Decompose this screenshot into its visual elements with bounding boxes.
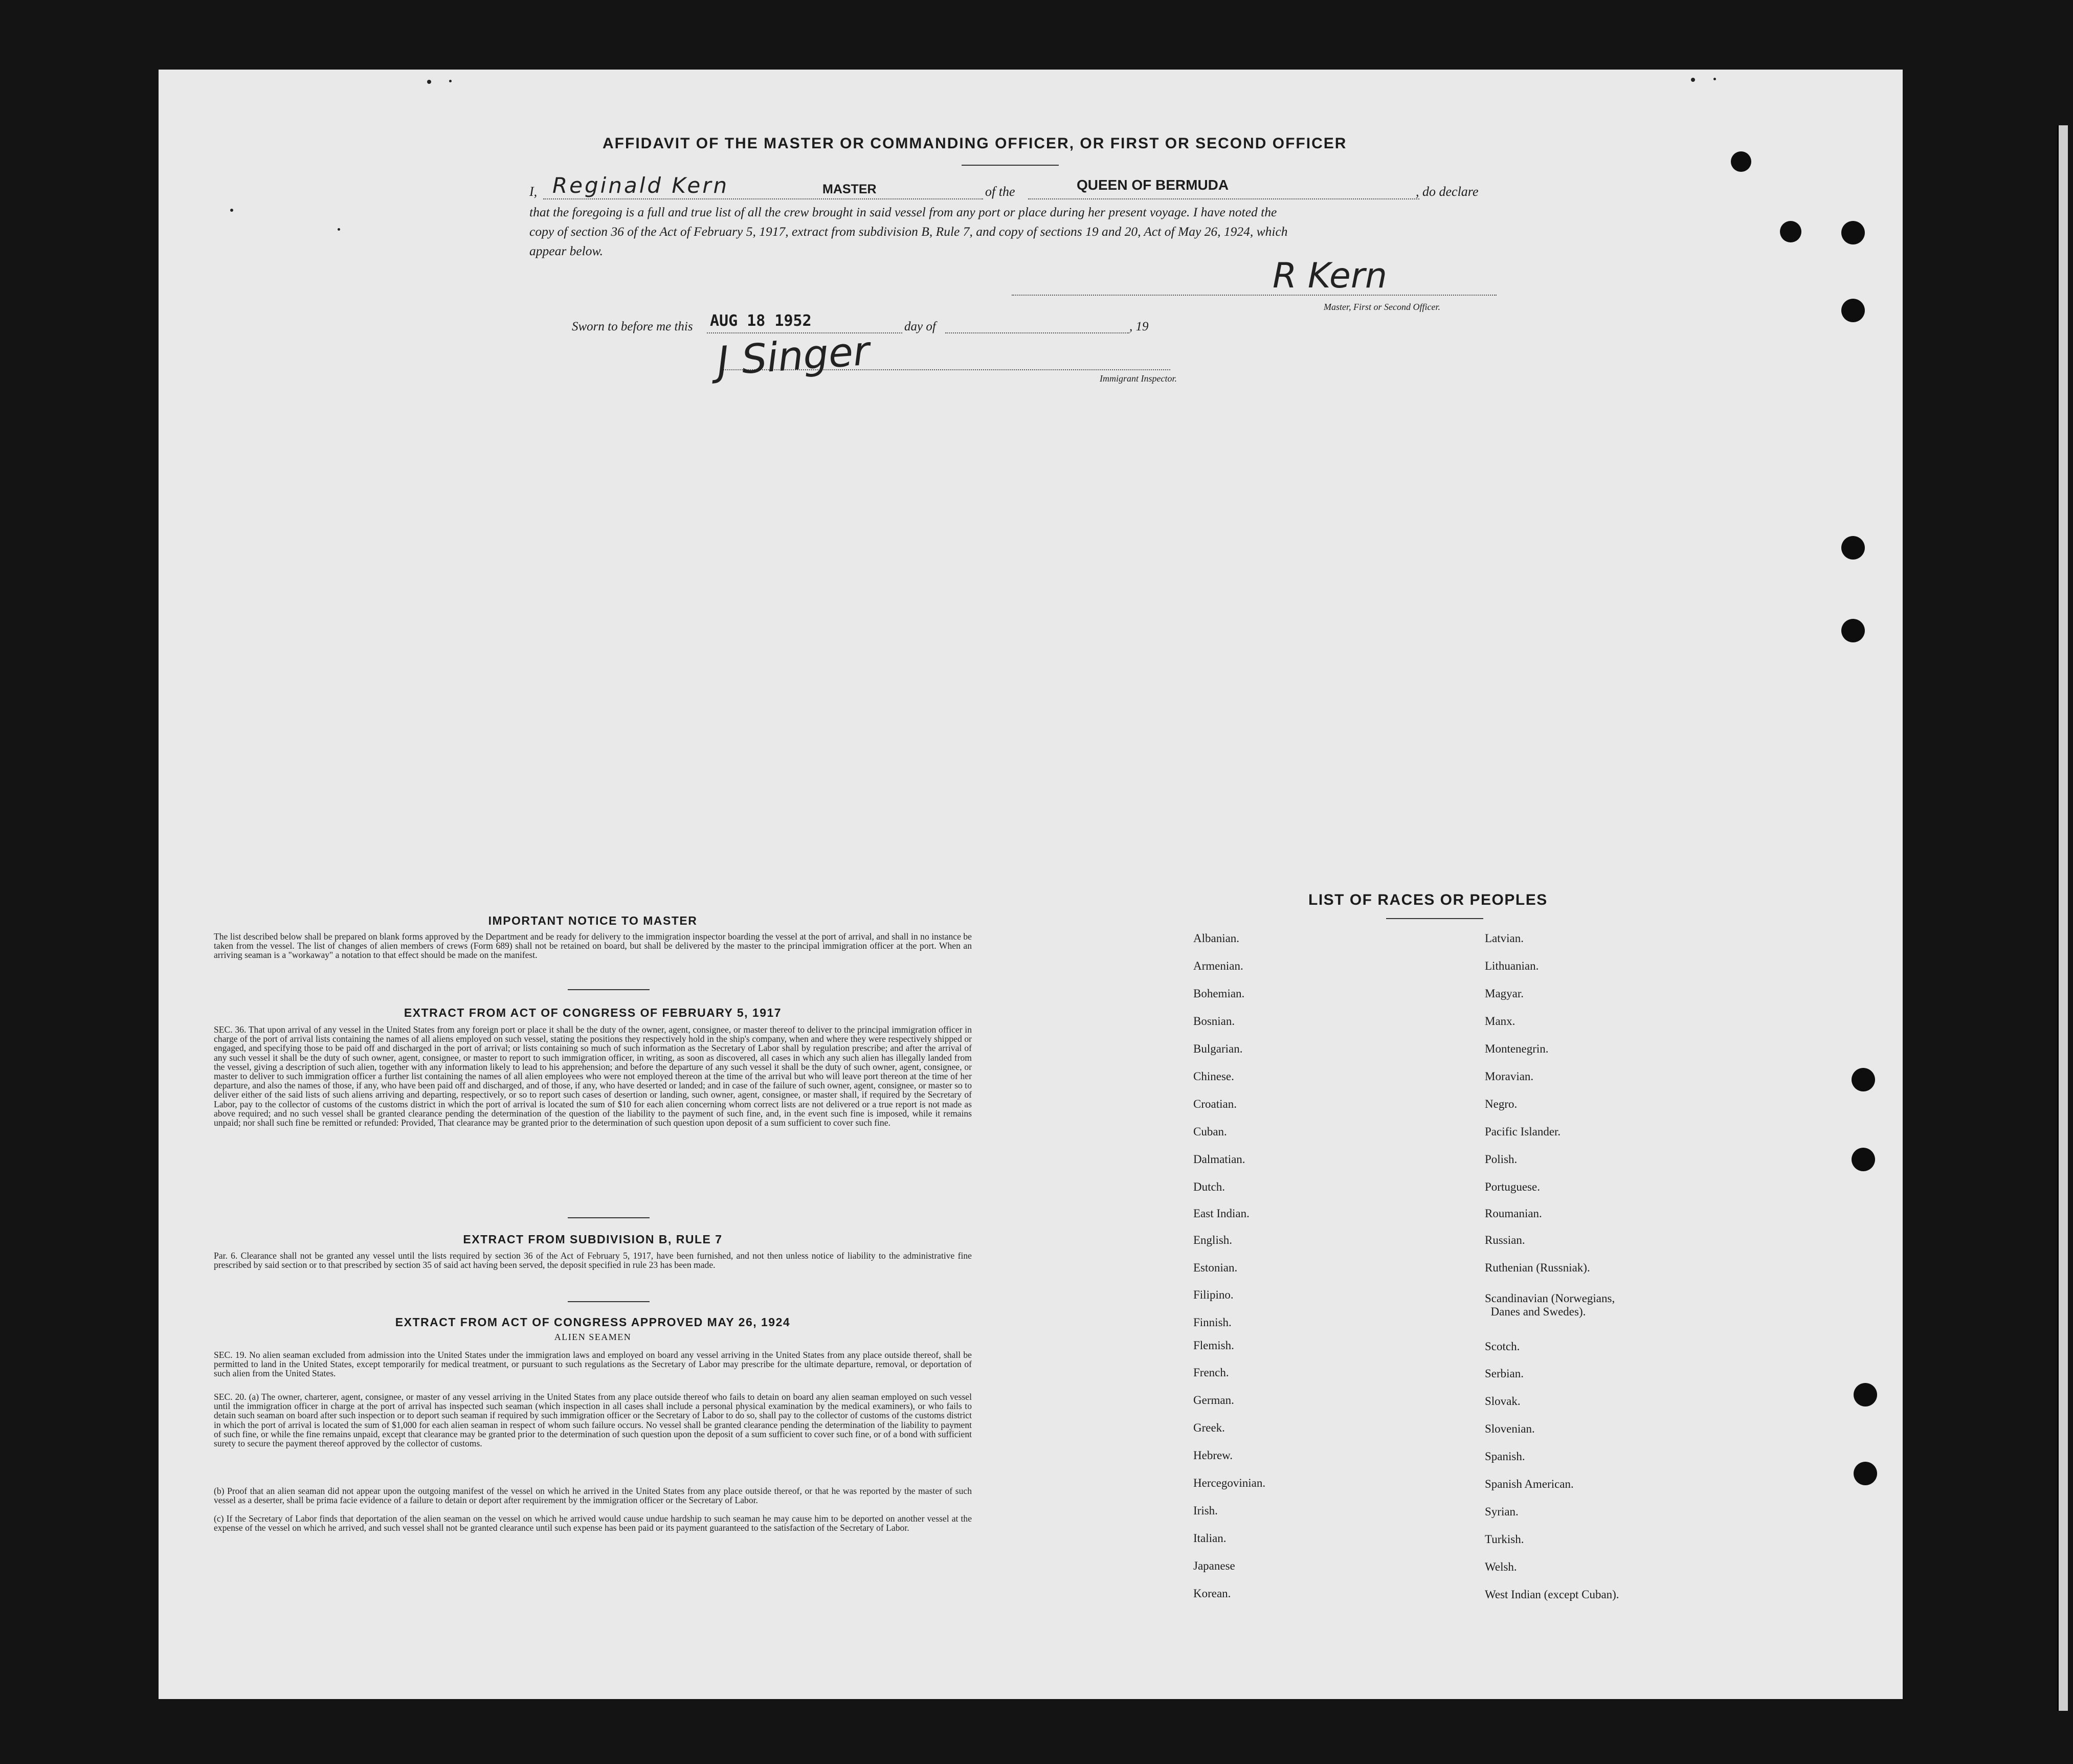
race-left: Dutch. [1193,1180,1225,1193]
affidavit-body-line-2: copy of section 36 of the Act of February 5, 1917, extract from subdivision B, Rule 7, and copy of sections 19 and 20, Act of May 26, 1924, which [529,224,1288,239]
race-right: Pacific Islander. [1485,1125,1561,1138]
act-1924-sec20a: SEC. 20. (a) The owner, charterer, agent, consignee, or master of any vessel arriving in the United States from any place outside thereof who fails to detain on board any alien seaman employed on such vessel until the immigration officer in charge at the port of arrival has inspected such seaman (which inspection in all cases shall include a personal physical examination by the medical examiners), or who fails to detain such seaman on board after such inspection or to deport such seaman if required by such immigration officer or the Secretary of Labor to do so, shall pay to the collector of customs of the customs district in which the port of arrival is located the sum of $1,000 for each alien seaman in respect of whom such failure occurs. No vessel shall be granted clearance pending the determination of the liability to payment of such fine, or while the fine remains unpaid, except that clearance may be granted prior to the determination of such question upon the deposit of a sum sufficient to cover such fine, or of a bond with sufficient surety to secure the payment thereof approved by the collector of customs. [214,1392,972,1449]
punch-hole [1841,536,1865,560]
section-divider [568,1217,650,1218]
race-left: Dalmatian. [1193,1153,1245,1166]
punch-hole [1854,1383,1877,1406]
race-left: Greek. [1193,1421,1225,1434]
title-divider [962,165,1059,166]
races-title: LIST OF RACES OR PEOPLES [1308,891,1548,908]
race-right: Slovak. [1485,1395,1521,1408]
vessel-name-line [1028,198,1419,199]
race-right: Welsh. [1485,1560,1517,1573]
race-left: Armenian. [1193,959,1243,972]
master-name-line [543,198,983,199]
section-divider [568,989,650,990]
race-left: Italian. [1193,1532,1227,1545]
notice-title: IMPORTANT NOTICE TO MASTER [488,914,698,927]
race-left: Bohemian. [1193,987,1245,1000]
month-line [945,332,1129,333]
affidavit-body-line-3: appear below. [529,243,604,258]
race-right: Roumanian. [1485,1207,1542,1220]
race-right: Polish. [1485,1153,1518,1166]
punch-hole [1852,1148,1875,1171]
race-left: Irish. [1193,1504,1218,1517]
race-right: Lithuanian. [1485,959,1539,972]
rule-7-title: EXTRACT FROM SUBDIVISION B, RULE 7 [463,1233,723,1246]
race-left: Albanian. [1193,932,1240,945]
act-1924-sec19: SEC. 19. No alien seaman excluded from admission into the United States under the immigration laws and employed on board any vessel arriving in the United States from any place outside thereof, shall be permitted to land in the United States, except temporarily for medical treatment, or pursuant to such regulations as the Secretary of Labor may prescribe for the ultimate departure, removal, or deportation of such alien from the United States. [214,1350,972,1379]
act-1924-sec20c: (c) If the Secretary of Labor finds that deportation of the alien seaman on the vessel on which he arrived would cause undue hardship to such seaman he may cause him to be deported on another vessel at the expense of the vessel on which he arrived, and such vessel shall not be granted clearance until such expense has been paid or its payment guaranteed to the satisfaction of the Secretary of Labor. [214,1513,972,1533]
race-right: Spanish. [1485,1450,1525,1463]
date-stamp: AUG 18 1952 [710,312,812,330]
speck [338,228,340,231]
race-left: Finnish. [1193,1316,1232,1329]
race-left: Bulgarian. [1193,1042,1243,1055]
master-name-handwriting: Reginald Kern [552,173,729,198]
inspector-caption: Immigrant Inspector. [1100,373,1177,384]
race-right: Latvian. [1485,932,1524,945]
race-right: Russian. [1485,1234,1525,1246]
of-the-label: of the [985,184,1015,199]
speck [427,80,431,84]
speck [230,209,233,212]
race-right: Slovenian. [1485,1422,1535,1435]
race-right: Serbian. [1485,1367,1524,1380]
race-right: West Indian (except Cuban). [1485,1588,1619,1601]
race-right: Turkish. [1485,1533,1524,1546]
race-left: Croatian. [1193,1098,1237,1110]
master-rank-stamp: MASTER [822,182,877,196]
notice-text: The list described below shall be prepared on blank forms approved by the Department and be ready for delivery to the immigration inspector boarding the vessel at the port of arrival, and shall in no instance be taken from the vessel. The list of changes of alien members of crews (Form 689) shall not be retained on board, but shall be delivered by the master to the principal immigration officer at the port. When an arriving seaman is a "workaway" a notation to that effect should be made on the manifest. [214,931,972,961]
adjacent-page-edge [2057,125,2068,1711]
act-1924-subtitle: ALIEN SEAMEN [554,1332,632,1342]
race-left: Japanese [1193,1559,1235,1572]
race-left: English. [1193,1234,1233,1246]
affidavit-body-line-1: that the foregoing is a full and true list of all the crew brought in said vessel from any port or place during her present voyage. I have noted the [529,205,1277,219]
race-right: Scandinavian (Norwegians, Danes and Swedes). [1485,1292,1615,1318]
race-left: Flemish. [1193,1339,1234,1352]
race-right: Negro. [1485,1098,1518,1110]
speck [1691,78,1695,82]
race-left: Chinese. [1193,1070,1234,1083]
master-signature-line [1012,295,1497,296]
race-left: East Indian. [1193,1207,1250,1220]
races-divider [1386,918,1483,919]
day-of-label: day of [904,320,936,333]
race-left: French. [1193,1366,1229,1379]
master-signature: R Kern [1273,256,1387,296]
document-page [159,70,1903,1699]
punch-hole [1841,619,1865,642]
act-1924-sec20b: (b) Proof that an alien seaman did not appear upon the outgoing manifest of the vessel on which he arrived in the United States from any place outside thereof, or that he was reported by the master of such vessel as a deserter, shall be prima facie evidence of a failure to detain or deport after requirement by the immigration officer or the Secretary of Labor. [214,1486,972,1506]
master-caption: Master, First or Second Officer. [1324,302,1440,312]
do-declare-label: , do declare [1416,184,1479,199]
race-right: Manx. [1485,1015,1515,1028]
punch-hole [1852,1068,1875,1091]
race-right: Spanish American. [1485,1478,1574,1490]
race-left: German. [1193,1394,1234,1406]
race-left: Hercegovinian. [1193,1477,1266,1489]
sworn-label: Sworn to before me this [572,320,693,333]
speck [449,80,452,82]
race-right: Montenegrin. [1485,1042,1549,1055]
race-left: Bosnian. [1193,1015,1235,1028]
race-right: Ruthenian (Russniak). [1485,1261,1590,1274]
race-left: Filipino. [1193,1288,1234,1301]
race-right: Scotch. [1485,1340,1520,1353]
punch-hole [1854,1462,1877,1485]
affidavit-title: AFFIDAVIT OF THE MASTER OR COMMANDING OFFICER, OR FIRST OR SECOND OFFICER [603,135,1347,152]
act-1917-title: EXTRACT FROM ACT OF CONGRESS OF FEBRUARY 5, 1917 [404,1006,782,1019]
speck [1713,78,1716,80]
race-right: Moravian. [1485,1070,1534,1083]
race-right: Portuguese. [1485,1180,1540,1193]
race-left: Cuban. [1193,1125,1227,1138]
i-label: I, [529,184,538,199]
rule-7-text: Par. 6. Clearance shall not be granted any vessel until the lists required by section 36 of the Act of February 5, 1917, have been furnished, and not then unless notice of liability to the administrative fine prescribed by said section or to that prescribed by section 35 of said act having been served, the deposit specified in rule 23 has been made. [214,1251,972,1270]
race-left: Korean. [1193,1587,1231,1600]
punch-hole [1841,299,1865,322]
act-1924-title: EXTRACT FROM ACT OF CONGRESS APPROVED MAY 26, 1924 [395,1315,791,1329]
act-1917-text: SEC. 36. That upon arrival of any vessel in the United States from any foreign port or place it shall be the duty of the owner, agent, consignee, or master thereof to deliver to the principal immigration officer in charge of the port of arrival lists containing the names of all aliens employed on such vessel, stating the positions they respectively hold in the ship's company, when and where they were respectively shipped or engaged, and specifying those to be paid off and discharged in the port of arrival; or lists containing so much of such information as the Secretary of Labor shall by regulation prescribe; and after the arrival of any such vessel it shall be the duty of such owner, agent, consignee, or master to report to such immigration officer, in writing, as soon as discovered, all cases in which any such alien has illegally landed from the vessel, giving a description of such alien, together with any information likely to lead to his apprehension; and before the departure of any such vessel it shall be the duty of such owner, agent, consignee, or master to deliver to such immigration officer a further list containing the names of all alien employees who were not employed thereon at the time of the arrival but who will leave port thereon at the time of her departure, and also the names of those, if any, who have been paid off and discharged, and of those, if any, who have deserted or landed; and in case of the failure of such owner, agent, consignee, or master so to deliver either of the said lists of such aliens arriving and departing, respectively, or so to report such cases of desertion or landing, such owner, agent, consignee, or master shall, if required by the Secretary of Labor, pay to the collector of customs of the customs district in which the port of arrival is located the sum of $10 for each alien concerning whom correct lists are not delivered or a true report is not made as above required; and no such vessel shall be granted clearance pending the determination of the question of the liability to the payment of such fine, and, in the event such fine is imposed, while it remains unpaid; nor shall such fine be remitted or refunded: Provided, That clearance may be granted prior to the determination of such question upon deposit of a sum sufficient to cover such fine. [214,1024,972,1128]
race-right: Magyar. [1485,987,1524,1000]
section-divider [568,1301,650,1302]
race-left: Estonian. [1193,1261,1238,1274]
vessel-name: QUEEN OF BERMUDA [1077,177,1229,193]
race-right: Syrian. [1485,1505,1519,1518]
inspector-signature: J Singer [716,328,871,385]
punch-hole [1841,221,1865,244]
race-left: Hebrew. [1193,1449,1233,1462]
punch-hole [1780,221,1801,242]
year-label: , 19 [1129,320,1149,333]
punch-hole [1731,151,1751,172]
